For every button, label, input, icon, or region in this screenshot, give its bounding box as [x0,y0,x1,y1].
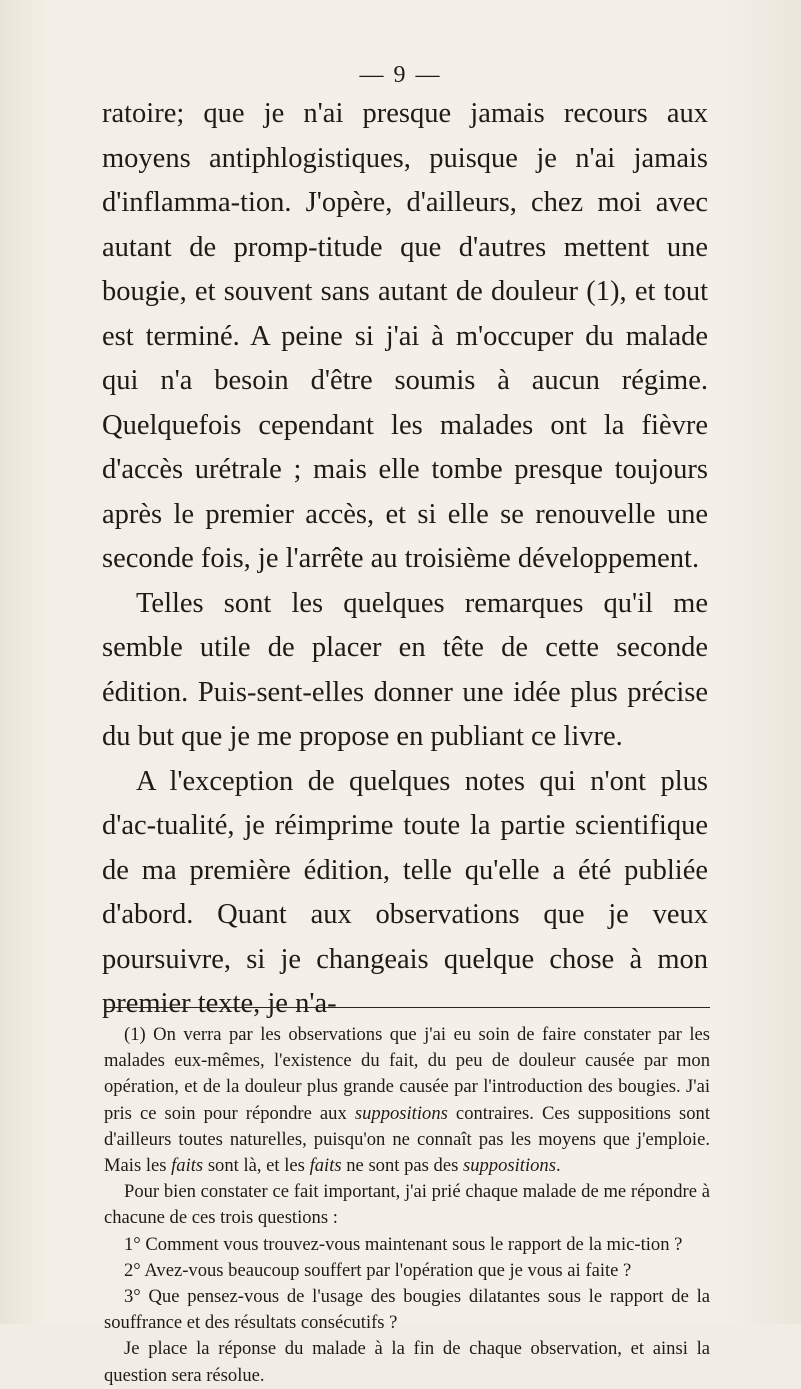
paragraph-1: ratoire; que je n'ai presque jamais recours aux moyens antiphlogistiques, puisque je n'ai jamais d'inflamma-tion. J'opère, d'ailleurs, chez moi avec autant de promp-titude que d'autres mettent une bougie, et souvent sans autant de douleur (1), et tout est terminé. A peine si j'ai à m'occuper du malade qui n'a besoin d'être soumis à aucun régime. Quelquefois cependant les malades ont la fièvre d'accès urétrale ; mais elle tombe presque toujours après le premier accès, et si elle se renouvelle une seconde fois, je l'arrête au troisième développement. [102,98,708,574]
footnote-question-1: 1° Comment vous trouvez-vous maintenant sous le rapport de la mic-tion ? [124,1233,683,1255]
footnote-text: ne sont pas des [341,1155,463,1177]
paragraph-3: A l'exception de quelques notes qui n'ont plus d'ac-tualité, je réimprime toute la partie scientifique de ma première édition, telle qu'elle a été publiée d'abord. Quant aux observations que je veux poursuivre, si je changeais quelque chose à mon premier texte, je n'a- [102,765,708,1019]
footnote-closing: Je place la réponse du malade à la fin de chaque observation, et ainsi la question sera résolue. [104,1338,710,1386]
main-text [102,92,708,1027]
footnote-question-2: 2° Avez-vous beaucoup souffert par l'opération que je vous ai faite ? [124,1259,632,1281]
footnote-text: sont là, et les [203,1155,310,1177]
footnote-text: contraires. Ces suppositions sont d'ailleurs toutes naturelles, puisqu'on ne connaît pas les moyens que j'emploie. Mais les [104,1102,710,1177]
footnote-text: . [555,1155,561,1177]
footnote-paragraph-1 [104,1022,710,1179]
footnote-italic: faits [171,1155,204,1177]
page-number: — 9 — [359,62,442,88]
footnote-italic: faits [309,1155,342,1177]
footnote-italic: suppositions [354,1102,448,1124]
footnote-paragraph-2: Pour bien constater ce fait important, j'ai prié chaque malade de me répondre à chacune de ces trois questions : [104,1181,710,1229]
footnote-divider [104,1007,710,1008]
footnote-question-3: 3° Que pensez-vous de l'usage des bougies dilatantes sous le rapport de la souffrance et des résultats consécutifs ? [104,1286,710,1334]
paragraph-2: Telles sont les quelques remarques qu'il me semble utile de placer en tête de cette seconde édition. Puis-sent-elles donner une idée plus précise du but que je me propose en publiant ce livre. [102,587,708,752]
footnote-italic: suppositions [462,1155,556,1177]
footnote-text: (1) On verra par les observations que j'ai eu soin de faire constater par les malades eux-mêmes, l'existence du fait, du peu de douleur causée par mon opération, et de la douleur plus grande causée par l'introduction des bougies. J'ai pris ce soin pour répondre aux [104,1024,710,1124]
footnotes [104,1022,710,1389]
